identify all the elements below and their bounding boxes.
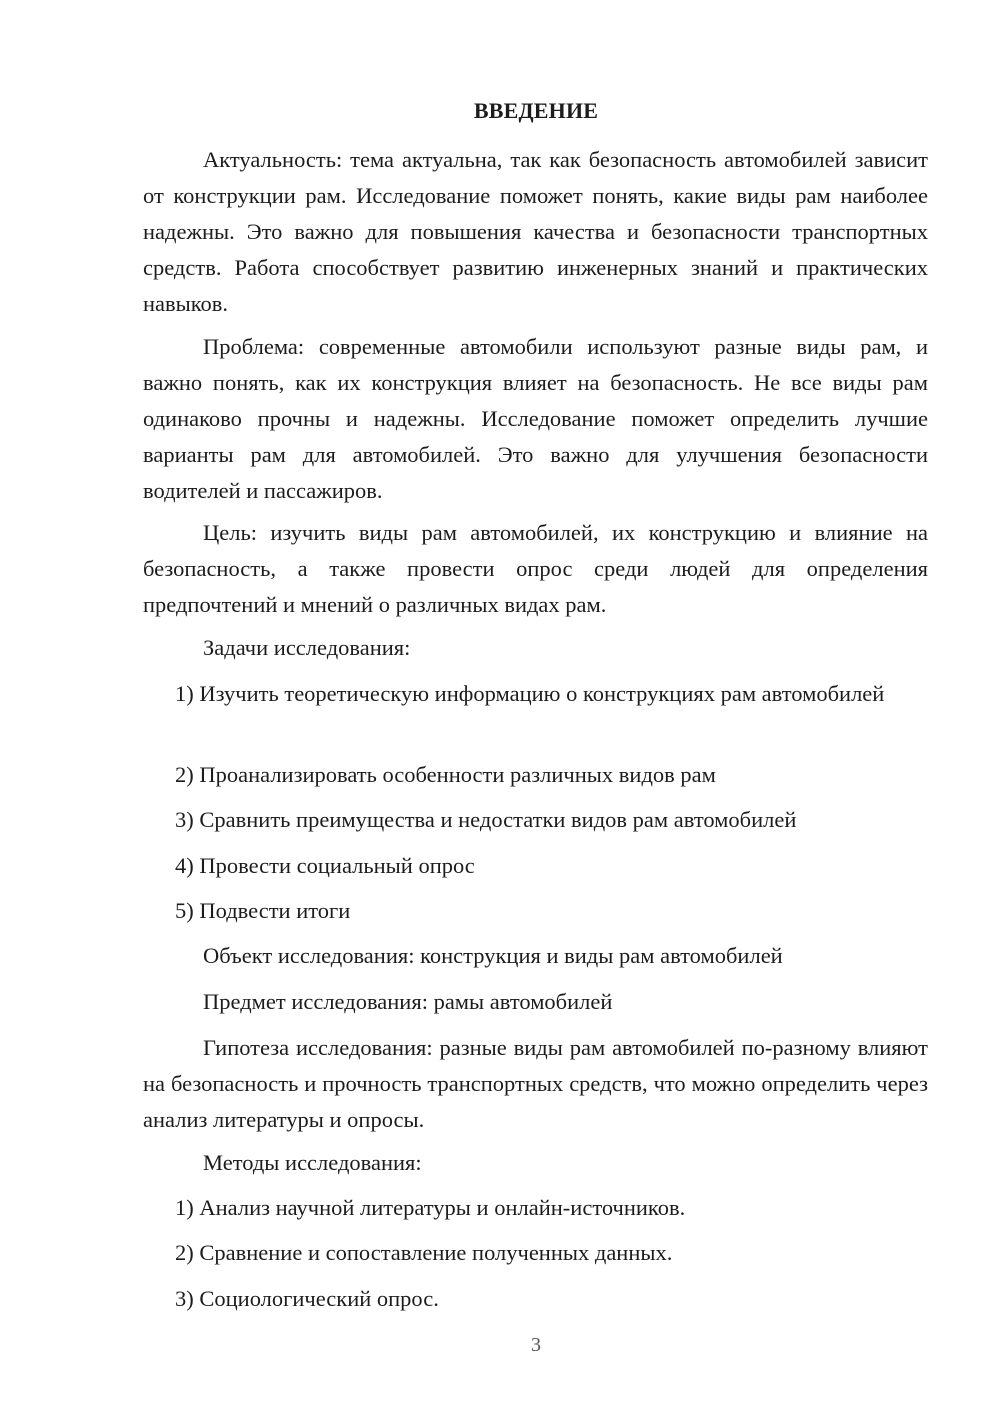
task-item-2: 2) Проанализировать особенности различных видов рам bbox=[175, 762, 716, 787]
page-number: 3 bbox=[531, 1334, 541, 1356]
tasks-heading: Задачи исследования: bbox=[203, 635, 411, 660]
paragraph-object: Объект исследования: конструкция и виды рам автомобилей bbox=[203, 943, 783, 968]
method-item-1: 1) Анализ научной литературы и онлайн-источников. bbox=[175, 1195, 686, 1220]
task-item-3: 3) Сравнить преимущества и недостатки видов рам автомобилей bbox=[175, 807, 797, 832]
paragraph-hypothesis: Гипотеза исследования: разные виды рам автомобилей по-разному влияют на безопасность и прочность транспортных средств, что можно определить через анализ литературы и опросы. bbox=[143, 1035, 928, 1132]
paragraph-subject: Предмет исследования: рамы автомобилей bbox=[203, 989, 613, 1014]
method-item-3: 3) Социологический опрос. bbox=[175, 1286, 439, 1311]
methods-heading: Методы исследования: bbox=[203, 1150, 422, 1175]
task-item-4: 4) Провести социальный опрос bbox=[175, 853, 475, 878]
page-title: ВВЕДЕНИЕ bbox=[473, 98, 599, 123]
paragraph-relevance: Актуальность: тема актуальна, так как безопасность автомобилей зависит от конструкции рам. Исследование поможет понять, какие виды рам наиболее надежны. Это важно для повышения качества и безопасности транспортных средств. Работа способствует развитию инженерных знаний и практических навыков. bbox=[143, 147, 928, 316]
paragraph-goal: Цель: изучить виды рам автомобилей, их конструкцию и влияние на безопасность, а также провести опрос среди людей для определения предпочтений и мнений о различных видах рам. bbox=[143, 520, 928, 617]
task-item-1: 1) Изучить теоретическую информацию о конструкциях рам автомобилей bbox=[175, 681, 885, 706]
paragraph-problem: Проблема: современные автомобили используют разные виды рам, и важно понять, как их конструкция влияет на безопасность. Не все виды рам одинаково прочны и надежны. Исследование поможет определить лучшие варианты рам для автомобилей. Это важно для улучшения безопасности водителей и пассажиров. bbox=[143, 334, 928, 503]
task-item-5: 5) Подвести итоги bbox=[175, 898, 351, 923]
method-item-2: 2) Сравнение и сопоставление полученных данных. bbox=[175, 1240, 673, 1265]
